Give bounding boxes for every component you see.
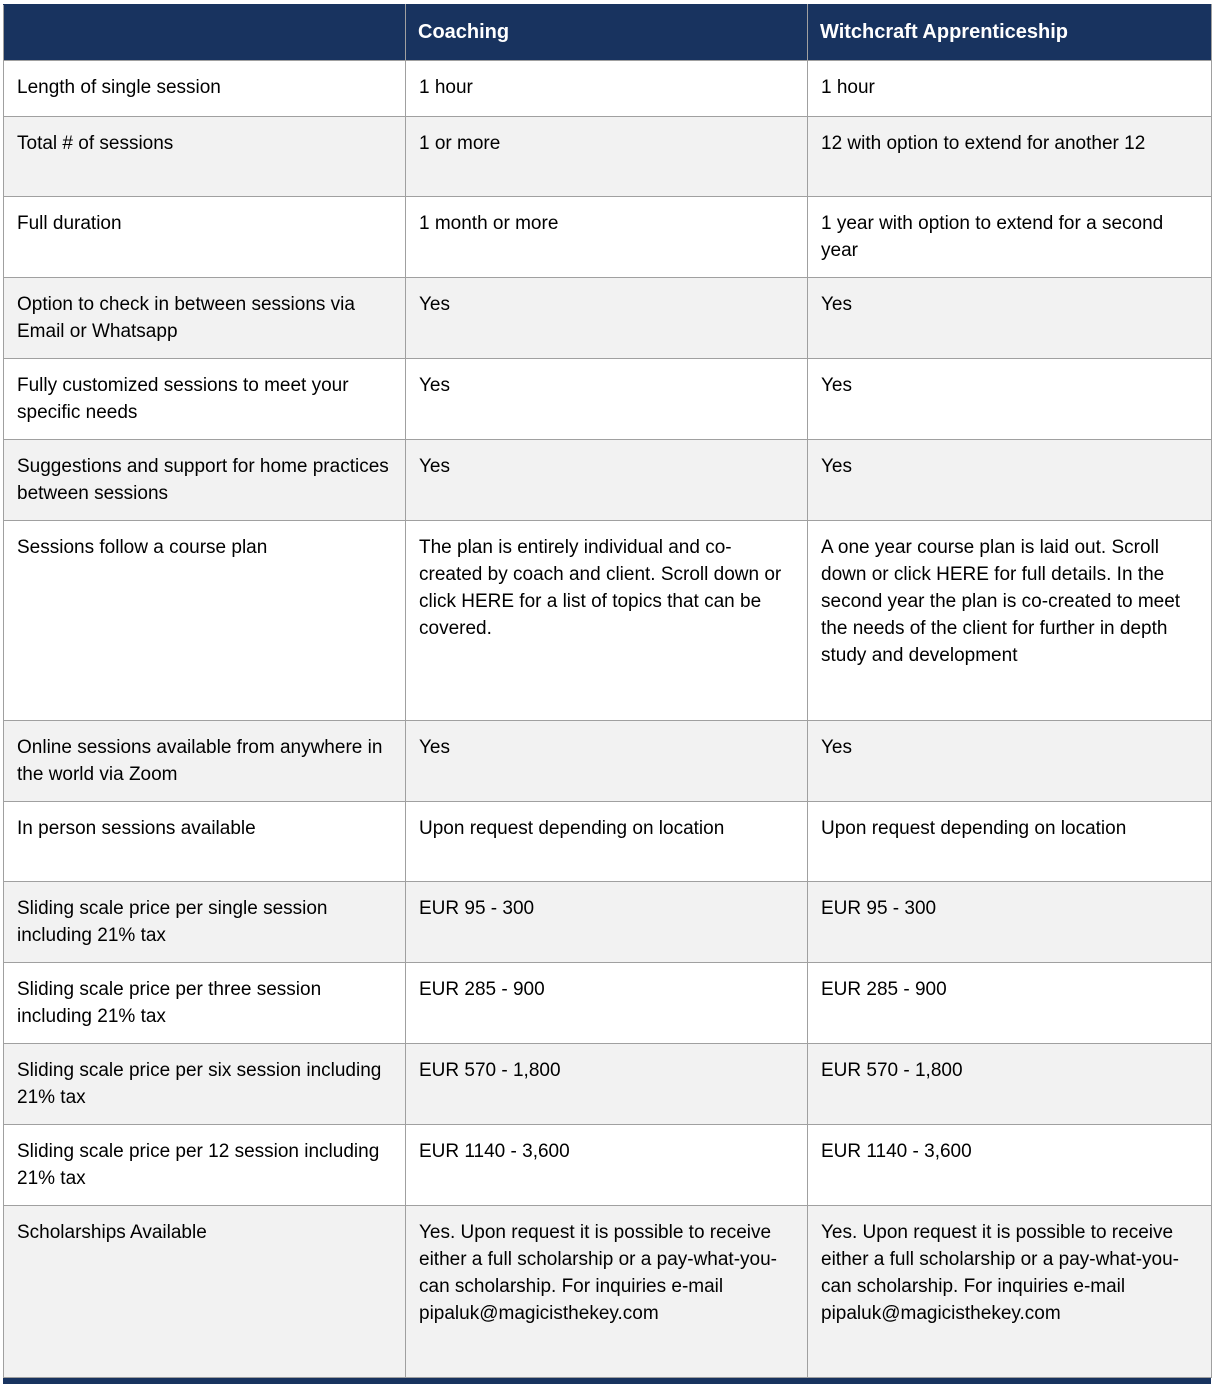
witchcraft-cell: Yes [808, 721, 1212, 802]
coaching-cell: 1 month or more [406, 197, 808, 278]
table-row [4, 521, 1212, 721]
table-row [4, 882, 1212, 963]
table-row [4, 359, 1212, 440]
witchcraft-cell: 12 with option to extend for another 12 [808, 117, 1212, 197]
feature-cell: Full duration [4, 197, 406, 278]
coaching-cell: Yes [406, 278, 808, 359]
table-row [4, 1125, 1212, 1206]
table-body [4, 61, 1212, 1378]
witchcraft-cell: 1 hour [808, 61, 1212, 117]
witchcraft-cell: Yes [808, 359, 1212, 440]
table-row [4, 721, 1212, 802]
witchcraft-cell: 1 year with option to extend for a second year [808, 197, 1212, 278]
comparison-table [3, 4, 1212, 1378]
coaching-cell: EUR 570 - 1,800 [406, 1044, 808, 1125]
column-header-coaching: Coaching [406, 5, 808, 61]
table-row [4, 61, 1212, 117]
coaching-cell: EUR 285 - 900 [406, 963, 808, 1044]
coaching-cell: Yes [406, 359, 808, 440]
coaching-cell: Upon request depending on location [406, 802, 808, 882]
table-row [4, 197, 1212, 278]
next-table-header-edge [3, 1378, 1211, 1384]
witchcraft-cell: Yes [808, 278, 1212, 359]
coaching-cell: 1 hour [406, 61, 808, 117]
coaching-cell: 1 or more [406, 117, 808, 197]
table-row [4, 440, 1212, 521]
table-header [4, 5, 1212, 61]
witchcraft-cell: Yes [808, 440, 1212, 521]
witchcraft-cell: EUR 95 - 300 [808, 882, 1212, 963]
feature-cell: Sliding scale price per six session including 21% tax [4, 1044, 406, 1125]
witchcraft-cell: EUR 285 - 900 [808, 963, 1212, 1044]
feature-cell: Sliding scale price per three session including 21% tax [4, 963, 406, 1044]
feature-cell: Sliding scale price per single session including 21% tax [4, 882, 406, 963]
table-row [4, 802, 1212, 882]
feature-cell: Length of single session [4, 61, 406, 117]
column-header-witchcraft-apprenticeship: Witchcraft Apprenticeship [808, 5, 1212, 61]
coaching-cell: EUR 1140 - 3,600 [406, 1125, 808, 1206]
feature-cell: In person sessions available [4, 802, 406, 882]
feature-cell: Fully customized sessions to meet your specific needs [4, 359, 406, 440]
witchcraft-cell: EUR 570 - 1,800 [808, 1044, 1212, 1125]
feature-cell: Online sessions available from anywhere in the world via Zoom [4, 721, 406, 802]
header-row [4, 5, 1212, 61]
witchcraft-cell: Yes. Upon request it is possible to receive either a full scholarship or a pay-what-you-can scholarship. For inquiries e-mail pipaluk@magicisthekey.com [808, 1206, 1212, 1378]
feature-cell: Sliding scale price per 12 session including 21% tax [4, 1125, 406, 1206]
feature-cell: Sessions follow a course plan [4, 521, 406, 721]
table-row [4, 1044, 1212, 1125]
table-row [4, 963, 1212, 1044]
witchcraft-cell: A one year course plan is laid out. Scroll down or click HERE for full details. In the second year the plan is co-created to meet the needs of the client for further in depth study and development [808, 521, 1212, 721]
table-row [4, 1206, 1212, 1378]
coaching-cell: EUR 95 - 300 [406, 882, 808, 963]
coaching-cell: Yes [406, 440, 808, 521]
witchcraft-cell: EUR 1140 - 3,600 [808, 1125, 1212, 1206]
witchcraft-cell: Upon request depending on location [808, 802, 1212, 882]
feature-cell: Suggestions and support for home practices between sessions [4, 440, 406, 521]
feature-cell: Option to check in between sessions via Email or Whatsapp [4, 278, 406, 359]
column-header-feature [4, 5, 406, 61]
feature-cell: Scholarships Available [4, 1206, 406, 1378]
coaching-cell: The plan is entirely individual and co-created by coach and client. Scroll down or click HERE for a list of topics that can be covered. [406, 521, 808, 721]
table-row [4, 278, 1212, 359]
coaching-cell: Yes [406, 721, 808, 802]
feature-cell: Total # of sessions [4, 117, 406, 197]
table-row [4, 117, 1212, 197]
coaching-cell: Yes. Upon request it is possible to receive either a full scholarship or a pay-what-you-can scholarship. For inquiries e-mail pipaluk@magicisthekey.com [406, 1206, 808, 1378]
